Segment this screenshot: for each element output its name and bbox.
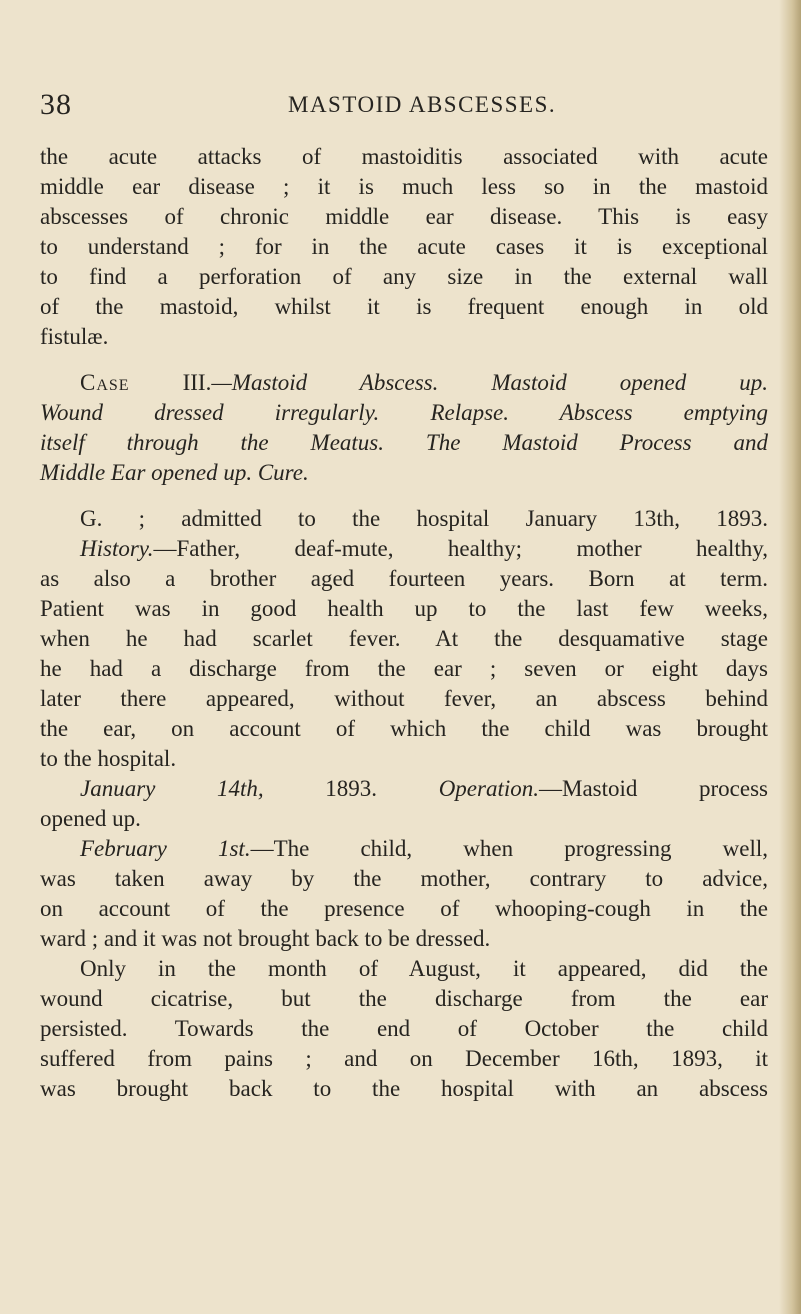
text-line: when he had scarlet fever. At the desquamative stage <box>40 626 768 651</box>
case-heading-line: itself through the Meatus. The Mastoid Process and <box>40 430 768 455</box>
text-line: was taken away by the mother, contrary to advice, <box>40 866 768 891</box>
case-heading-line: Wound dressed irregularly. Relapse. Abscess emptying <box>40 400 768 425</box>
text-line: wound cicatrise, but the discharge from the ear <box>40 986 768 1011</box>
text-line: ward ; and it was not brought back to be dressed. <box>40 926 491 951</box>
text-line: abscesses of chronic middle ear disease. This is easy <box>40 204 768 229</box>
body-text <box>40 142 768 1104</box>
page-header <box>40 88 720 128</box>
text-line: suffered from pains ; and on December 16th, 1893, it <box>40 1046 768 1071</box>
case-heading-line: Middle Ear opened up. Cure. <box>40 460 309 485</box>
running-title: MASTOID ABSCESSES. <box>288 92 557 117</box>
text-line: to the hospital. <box>40 746 177 771</box>
case-number: III. <box>182 370 212 395</box>
case-label: Case <box>80 370 130 395</box>
january-entry: January 14th, 1893. Operation.—Mastoid process <box>80 776 769 801</box>
january-date: January 14th, <box>80 776 264 801</box>
page-number: 38 <box>40 88 72 121</box>
case-title: —Mastoid Abscess. Mastoid opened up. <box>211 370 768 395</box>
text-line: later there appeared, without fever, an abscess behind <box>40 686 768 711</box>
february-date: February 1st. <box>80 836 251 861</box>
text-line: was brought back to the hospital with an abscess <box>40 1076 768 1101</box>
text-line: of the mastoid, whilst it is frequent enough in old <box>40 294 768 319</box>
page-edge-shadow <box>779 0 801 1314</box>
text-line: the acute attacks of mastoiditis associated with acute <box>40 144 768 169</box>
text-line: Patient was in good health up to the last few weeks, <box>40 596 768 621</box>
text-line: the ear, on account of which the child was brought <box>40 716 768 741</box>
case-heading-line <box>40 368 768 398</box>
text-line: as also a brother aged fourteen years. Born at term. <box>40 566 768 591</box>
february-entry: February 1st.—The child, when progressing well, <box>80 836 768 861</box>
text-line: to find a perforation of any size in the external wall <box>40 264 768 289</box>
history-line: History.—Father, deaf-mute, healthy; mother healthy, <box>80 536 768 561</box>
admission-line: G. ; admitted to the hospital January 13th, 1893. <box>80 506 768 531</box>
text-line: he had a discharge from the ear ; seven or eight days <box>40 656 768 681</box>
text-line: to understand ; for in the acute cases it is exceptional <box>40 234 768 259</box>
text-line: persisted. Towards the end of October the child <box>40 1016 768 1041</box>
history-label: History. <box>80 536 154 561</box>
text-line: fistulæ. <box>40 324 109 349</box>
text-line: opened up. <box>40 806 141 831</box>
text-line: on account of the presence of whooping-cough in the <box>40 896 768 921</box>
text-line: Only in the month of August, it appeared, did the <box>80 956 768 981</box>
text-line: middle ear disease ; it is much less so in the mastoid <box>40 174 768 199</box>
operation-label: Operation. <box>438 776 539 801</box>
